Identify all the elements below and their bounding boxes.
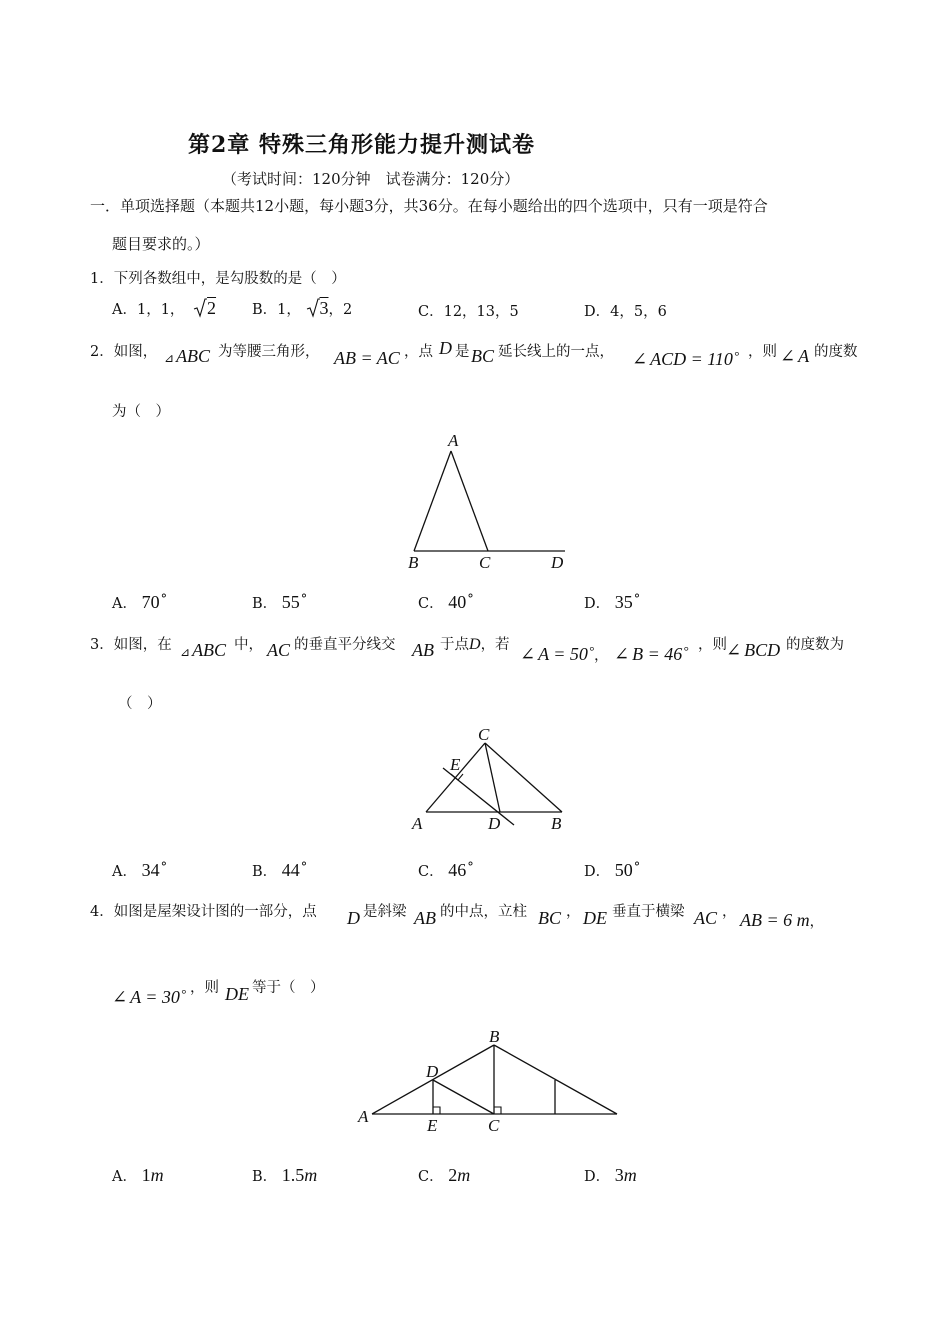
question-text: ，点 (404, 344, 433, 360)
radicand: 3 (319, 298, 329, 318)
exam-info: （考试时间：120分钟 试卷满分：120分） (222, 170, 520, 188)
angle-value: = 110 (690, 349, 733, 369)
question-number: 3． (90, 637, 114, 653)
triangle-name: ABC (176, 346, 211, 366)
angle-expr: A = 30 (130, 987, 180, 1007)
option-label: A． (112, 1169, 137, 1185)
label-d: D (551, 553, 564, 572)
option-text: 4，5，6 (610, 304, 667, 320)
question-number: 4． (90, 904, 114, 920)
section-heading-cont: 题目要求的。） (112, 235, 210, 253)
question-text: ，则 (748, 344, 777, 360)
label-c: C (479, 553, 491, 572)
question-text: 的中点，立柱 (440, 904, 527, 920)
label-a: A (412, 814, 423, 833)
option-label: D． (584, 864, 611, 880)
angle-icon: ∠ (780, 346, 796, 366)
question-text: 如图，在 (113, 637, 172, 653)
label-a: A (358, 1107, 369, 1126)
comma: ， (566, 904, 581, 920)
page-title: 第2章 特殊三角形能力提升测试卷 (188, 132, 535, 158)
segment-ab: AB (414, 908, 436, 928)
question-text: 的垂直平分线交 (294, 637, 396, 653)
question-text: 垂直于横梁 (612, 904, 685, 920)
angle-expr: B = 46 (632, 644, 683, 664)
question-text: 延长线上的一点， (498, 344, 614, 360)
question-text: 如图， (113, 344, 158, 360)
angle-icon: ∠ (614, 644, 630, 664)
q4-option-c[interactable] (418, 1165, 470, 1186)
option-value: 50 (614, 860, 633, 880)
question-text: ，则 (190, 980, 219, 996)
option-value: 2 (448, 1165, 458, 1185)
option-text: 1， (277, 302, 301, 318)
question-text: 是斜梁 (363, 904, 407, 920)
length-expr: AB = 6 (740, 910, 793, 930)
option-text: ，2 (328, 302, 353, 318)
degree-sign: ° (160, 592, 168, 607)
option-label: A． (112, 864, 137, 880)
unit: m (150, 1165, 164, 1185)
label-d: D (426, 1062, 439, 1081)
segment-ab: AB (412, 640, 434, 660)
q4-option-d[interactable] (584, 1165, 637, 1186)
label-c: C (488, 1116, 500, 1135)
section-heading: 一．单项选择题（本题共12小题，每小题3分，共36分。在每小题给出的四个选项中，只有一项是符合 (90, 197, 768, 215)
label-c: C (478, 725, 490, 744)
segment-bc: BC (471, 346, 495, 366)
degree-sign: ° (633, 592, 641, 607)
question-stem: 下列各数组中，是勾股数的是（ ） (113, 271, 346, 287)
option-value: 1.5 (281, 1165, 305, 1185)
degree-sign: ° (160, 860, 168, 875)
q4-option-a[interactable] (112, 1165, 164, 1186)
question-text: 中， (234, 637, 263, 653)
question-text-part: ，若 (480, 637, 510, 653)
segment-ac: AC (267, 640, 291, 660)
option-label: C． (418, 1169, 444, 1185)
option-label: D． (584, 304, 611, 320)
question-text-part: 于点 (440, 637, 469, 653)
option-value: 3 (614, 1165, 624, 1185)
unit: m (457, 1165, 471, 1185)
radicand: 2 (207, 298, 217, 318)
option-label: C． (418, 864, 444, 880)
option-value: 55 (281, 592, 300, 612)
segment-ac: AC (694, 908, 718, 928)
angle-icon: ∠ (632, 349, 648, 369)
angle-name: ACD (650, 349, 687, 369)
option-label: A． (112, 596, 137, 612)
math-equation: AB = AC (334, 348, 400, 368)
unit: m (623, 1165, 637, 1185)
question-text: 为（ ） (112, 404, 170, 420)
degree-sign: ° (588, 643, 595, 658)
option-text: 1，1， (136, 302, 185, 318)
option-text: 12，13，5 (443, 304, 519, 320)
option-label: D． (584, 596, 611, 612)
option-value: 44 (281, 860, 300, 880)
triangle-name: ABC (192, 640, 227, 660)
option-label: C． (418, 304, 444, 320)
option-label: B． (252, 302, 278, 318)
degree-sign: ° (300, 592, 308, 607)
question-text: 如图是屋架设计图的一部分，点 (113, 904, 317, 920)
point-d: D (439, 338, 452, 358)
option-value: 34 (141, 860, 160, 880)
degree-sign: ° (467, 592, 474, 607)
q4-option-b[interactable] (252, 1165, 317, 1186)
comma: ， (809, 915, 824, 930)
label-e: E (450, 755, 461, 774)
segment-de: DE (583, 908, 607, 928)
question-text: （ ） (118, 696, 162, 712)
option-value: 40 (448, 592, 467, 612)
option-label: A． (112, 302, 137, 318)
question-text: ，则 (698, 637, 727, 653)
segment-de: DE (225, 984, 249, 1004)
degree-sign: ° (300, 860, 308, 875)
option-label: B． (252, 864, 278, 880)
option-value: 46 (448, 860, 467, 880)
label-b: B (408, 553, 419, 572)
angle-expr: A = 50 (538, 644, 588, 664)
point-d: D (347, 908, 360, 928)
option-value: 1 (141, 1165, 151, 1185)
question-text: 等于（ ） (252, 980, 325, 996)
angle-icon: ∠ (726, 640, 742, 660)
label-b: B (489, 1027, 500, 1046)
question-text: 的度数 (814, 344, 858, 360)
angle-name: A (798, 346, 810, 366)
point-d: D (469, 636, 481, 653)
unit: m (796, 910, 810, 930)
question-text: 为等腰三角形， (218, 344, 320, 360)
comma: ， (594, 649, 609, 664)
angle-icon: ∠ (520, 644, 536, 664)
triangle-icon: ⊿ (180, 645, 191, 659)
question-text: 的度数为 (786, 637, 844, 653)
angle-name: BCD (744, 640, 781, 660)
degree-sign: ° (733, 348, 740, 363)
degree-sign: ° (467, 860, 474, 875)
triangle-icon: ⊿ (164, 351, 175, 365)
option-label: B． (252, 596, 278, 612)
option-label: B． (252, 1169, 278, 1185)
degree-sign: ° (180, 986, 187, 1001)
option-label: D． (584, 1169, 611, 1185)
degree-sign: ° (683, 643, 689, 658)
question-number: 1． (90, 271, 114, 287)
option-label: C． (418, 596, 444, 612)
option-value: 70 (141, 592, 160, 612)
question-text: 是 (455, 344, 470, 360)
label-a: A (448, 431, 459, 450)
label-e: E (427, 1116, 438, 1135)
question-number: 2． (90, 344, 114, 360)
degree-sign: ° (633, 860, 641, 875)
segment-bc: BC (538, 908, 562, 928)
label-b: B (551, 814, 562, 833)
unit: m (304, 1165, 318, 1185)
angle-icon: ∠ (112, 987, 128, 1007)
label-d: D (488, 814, 501, 833)
option-value: 35 (614, 592, 633, 612)
comma: ， (722, 904, 737, 920)
